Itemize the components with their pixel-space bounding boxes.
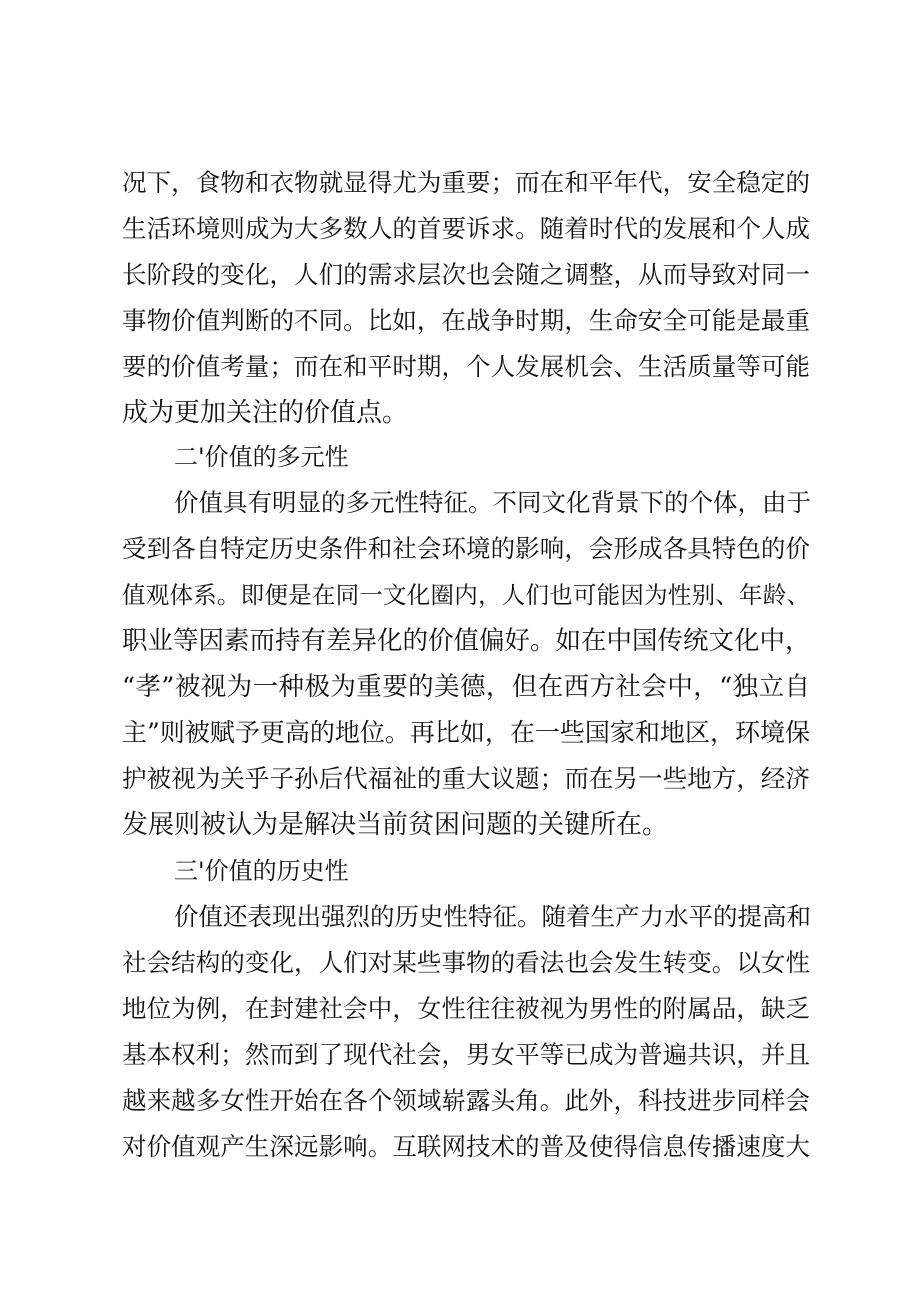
paragraph-line: 护被视为关乎子孙后代福祉的重大议题；而在另一些地方，经济	[122, 764, 810, 793]
paragraph-line: 事物价值判断的不同。比如，在战争时期，生命安全可能是最重	[122, 306, 810, 335]
paragraph-line: 越来越多女性开始在各个领域崭露头角。此外，科技进步同样会	[122, 1086, 810, 1115]
paragraph-line: 要的价值考量；而在和平时期，个人发展机会、生活质量等可能	[122, 352, 810, 381]
section-heading: 三'价值的历史性	[174, 857, 349, 885]
paragraph-line: 长阶段的变化，人们的需求层次也会随之调整，从而导致对同一	[122, 260, 810, 289]
paragraph-line: 对价值观产生深远影响。互联网技术的普及使得信息传播速度大	[122, 1132, 810, 1161]
paragraph-line: 职业等因素而持有差异化的价值偏好。如在中国传统文化中，	[122, 626, 811, 656]
paragraph-line: 基本权利；然而到了现代社会，男女平等已成为普遍共识，并且	[122, 1040, 810, 1069]
paragraph-line: 生活环境则成为大多数人的首要诉求。随着时代的发展和个人成	[122, 214, 810, 243]
paragraph-line: 主”则被赋予更高的地位。再比如，在一些国家和地区，环境保	[122, 718, 810, 747]
paragraph-line: 受到各自特定历史条件和社会环境的影响，会形成各具特色的价	[122, 534, 810, 563]
paragraph-line: 值观体系。即便是在同一文化圈内，人们也可能因为性别、年龄、	[122, 581, 810, 609]
paragraph-line: 成为更加关注的价值点。	[122, 398, 409, 428]
paragraph-line: 价值还表现出强烈的历史性特征。随着生产力水平的提高和	[174, 902, 811, 931]
paragraph-line: 价值具有明显的多元性特征。不同文化背景下的个体，由于	[174, 488, 811, 517]
section-heading: 二'价值的多元性	[174, 443, 349, 471]
paragraph-line: 况下，食物和衣物就显得尤为重要；而在和平年代，安全稳定的	[122, 168, 810, 197]
paragraph-line: “孝”被视为一种极为重要的美德，但在西方社会中，“独立自	[122, 672, 810, 702]
paragraph-line: 社会结构的变化，人们对某些事物的看法也会发生转变。以女性	[122, 948, 810, 977]
paragraph-line: 发展则被认为是解决当前贫困问题的关键所在。	[122, 810, 669, 840]
paragraph-line: 地位为例，在封建社会中，女性往往被视为男性的附属品，缺乏	[122, 994, 810, 1023]
